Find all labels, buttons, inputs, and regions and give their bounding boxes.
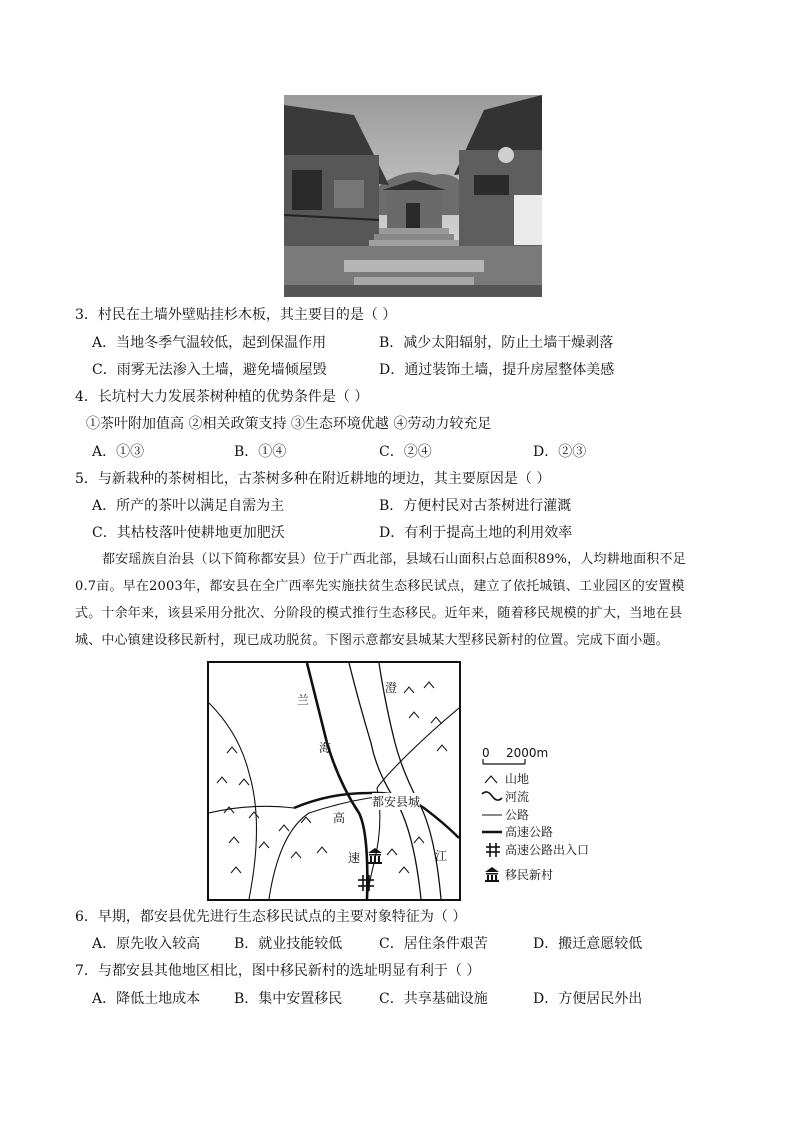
legend-highway-exit-icon <box>484 842 502 858</box>
mountain-icon <box>431 717 441 723</box>
mountain-icon <box>239 779 249 785</box>
legend-highway-icon <box>482 825 504 839</box>
q6-option-c[interactable]: C．居住条件艰苦 <box>379 936 488 952</box>
map-label-hai: 海 <box>319 741 332 755</box>
mountain-icon <box>259 842 269 848</box>
road-line <box>209 703 257 899</box>
q3-option-d[interactable]: D．通过装饰土墙，提升房屋整体美感 <box>379 362 615 378</box>
mountain-icon <box>399 867 409 873</box>
legend-scale-zero: 0 <box>482 746 490 760</box>
q7-option-c[interactable]: C．共享基础设施 <box>379 991 488 1007</box>
legend-road-icon <box>482 808 504 822</box>
village-photo <box>284 95 542 297</box>
q3-option-c[interactable]: C．雨雾无法渗入土墙，避免墙倾屋毁 <box>92 362 327 378</box>
mountain-icon <box>291 852 301 858</box>
mountain-icon <box>231 867 241 873</box>
q6-option-a[interactable]: A．原先收入较高 <box>92 936 201 952</box>
legend-highway-label: 高速公路 <box>505 825 554 839</box>
q6-stem: 6．早期，都安县优先进行生态移民试点的主要对象特征为（ ） <box>75 909 467 925</box>
map-label-su: 速 <box>348 851 361 865</box>
legend-highway-exit-label: 高速公路出入口 <box>505 843 590 857</box>
legend-village-icon <box>484 867 500 883</box>
scale-bar <box>482 759 526 765</box>
passage-line-2: 0.7亩。早在2003年，都安县在全广西率先实施扶贫生态移民试点，建立了依托城镇、工业园区的安置模 <box>75 579 685 594</box>
q3-option-a[interactable]: A．当地冬季气温较低，起到保温作用 <box>92 335 327 351</box>
map-label-cheng: 澄 <box>385 681 398 695</box>
q5-option-c[interactable]: C．其枯枝落叶使耕地更加肥沃 <box>92 525 285 541</box>
legend-scale-distance: 2000m <box>506 746 549 760</box>
mountain-icon <box>217 777 227 783</box>
mountain-icon <box>387 849 397 855</box>
mountain-icon <box>249 812 259 818</box>
q7-stem: 7．与都安县其他地区相比，图中移民新村的选址明显有利于（ ） <box>75 963 481 979</box>
legend-mountain-icon <box>482 772 504 786</box>
legend-river-label: 河流 <box>505 790 530 804</box>
passage-line-3: 式。十余年来，该县采用分批次、分阶段的模式推行生态移民。近年来，随着移民规模的扩大，当地在县 <box>75 606 683 621</box>
mountain-icon <box>404 687 414 693</box>
legend-village-label: 移民新村 <box>505 868 554 882</box>
map-label-county-town: 都安县城 <box>372 795 421 809</box>
road-line <box>209 806 294 813</box>
q6-option-d[interactable]: D．搬迁意愿较低 <box>533 936 643 952</box>
river-bank-right <box>379 663 441 899</box>
q5-option-d[interactable]: D．有利于提高土地的利用效率 <box>379 525 573 541</box>
q6-option-b[interactable]: B．就业技能较低 <box>234 936 343 952</box>
legend-river-icon <box>480 790 504 804</box>
mountain-icon <box>424 682 434 688</box>
mountain-icon <box>317 847 327 853</box>
mountain-icon <box>229 837 239 843</box>
q7-option-b[interactable]: B．集中安置移民 <box>234 991 343 1007</box>
q4-option-c[interactable]: C．②④ <box>379 444 432 460</box>
map-label-gao: 高 <box>333 811 346 825</box>
mountain-icon <box>227 747 237 753</box>
q7-option-d[interactable]: D．方便居民外出 <box>533 991 643 1007</box>
resettlement-map <box>207 661 461 901</box>
q4-option-d[interactable]: D．②③ <box>533 444 587 460</box>
legend-road-label: 公路 <box>505 808 530 822</box>
q4-conditions: ①茶叶附加值高 ②相关政策支持 ③生态环境优越 ④劳动力较充足 <box>86 416 492 432</box>
mountain-icon <box>409 712 419 718</box>
q5-stem: 5．与新栽种的茶树相比，古茶树多种在附近耕地的埂边，其主要原因是（ ） <box>75 471 551 487</box>
map-label-jiang: 江 <box>435 849 448 863</box>
q4-option-b[interactable]: B．①④ <box>234 444 287 460</box>
mountain-icon <box>437 745 447 751</box>
resettlement-village-icon <box>368 848 382 864</box>
q5-option-a[interactable]: A．所产的茶叶以满足自需为主 <box>92 498 285 514</box>
q3-stem: 3．村民在土墙外壁贴挂杉木板，其主要目的是（ ） <box>75 307 397 323</box>
q3-option-b[interactable]: B．减少太阳辐射，防止土墙干燥剥落 <box>379 335 614 351</box>
q4-option-a[interactable]: A．①③ <box>92 444 145 460</box>
passage-line-4: 城、中心镇建设移民新村，现已成功脱贫。下图示意都安县城某大型移民新村的位置。完成下面小题。 <box>75 633 670 648</box>
q5-option-b[interactable]: B．方便村民对古茶树进行灌溉 <box>379 498 572 514</box>
mountain-icon <box>279 825 289 831</box>
q7-option-a[interactable]: A．降低土地成本 <box>92 991 201 1007</box>
map-label-lan: 兰 <box>297 693 310 707</box>
q4-stem: 4．长坑村大力发展茶树种植的优势条件是（ ） <box>75 389 369 405</box>
passage-line-1: 都安瑶族自治县（以下简称都安县）位于广西北部，县域石山面积占总面积89%，人均耕地面积不足 <box>102 552 686 567</box>
legend-mountain-label: 山地 <box>505 772 530 786</box>
mountain-icon <box>414 837 424 843</box>
